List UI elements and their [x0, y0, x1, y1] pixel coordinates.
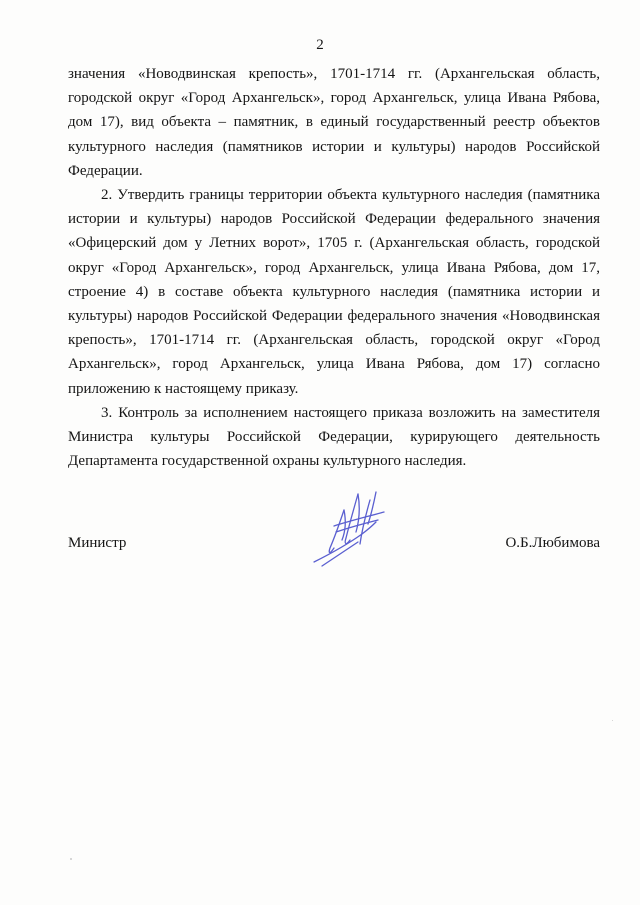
page-number: 2 [316, 37, 324, 53]
paragraph-item-3: 3. Контроль за исполнением настоящего приказа возложить на заместителя Министра культуры Российской Федерации, курирующего деятельность Департамента государственной охраны культурного наследия. [68, 404, 600, 470]
document-body [68, 62, 600, 473]
handwritten-signature [300, 482, 400, 572]
scan-speck [612, 720, 613, 721]
signature-block [68, 531, 600, 555]
paragraph-item-2: 2. Утвердить границы территории объекта культурного наследия (памятника истории и культуры) народов Российской Федерации федерального значения «Офицерский дом у Летних ворот», 1705 г. (Архангельская область, городской округ «Город Архангельск», город Архангельск, улица Ивана Рябова, дом 17, строение 4) в составе объекта культурного наследия (памятника истории и культуры) народов Российской Федерации федерального значения «Новодвинская крепость», 1701-1714 гг. (Архангельская область, городской округ «Город Архангельск», город Архангельск, улица Ивана Рябова, дом 17) согласно приложению к настоящему приказу. [68, 187, 600, 397]
signatory-name: О.Б.Любимова [505, 535, 600, 551]
scan-speck [70, 858, 72, 860]
signatory-title: Министр [68, 535, 127, 551]
paragraph-continuation: значения «Новодвинская крепость», 1701-1714 гг. (Архангельская область, городской округ «Город Архангельск», город Архангельск, улица Ивана Рябова, дом 17), вид объекта – памятник, в единый государственный реестр объектов культурного наследия (памятников истории и культуры) народов Российской Федерации. [68, 66, 600, 179]
